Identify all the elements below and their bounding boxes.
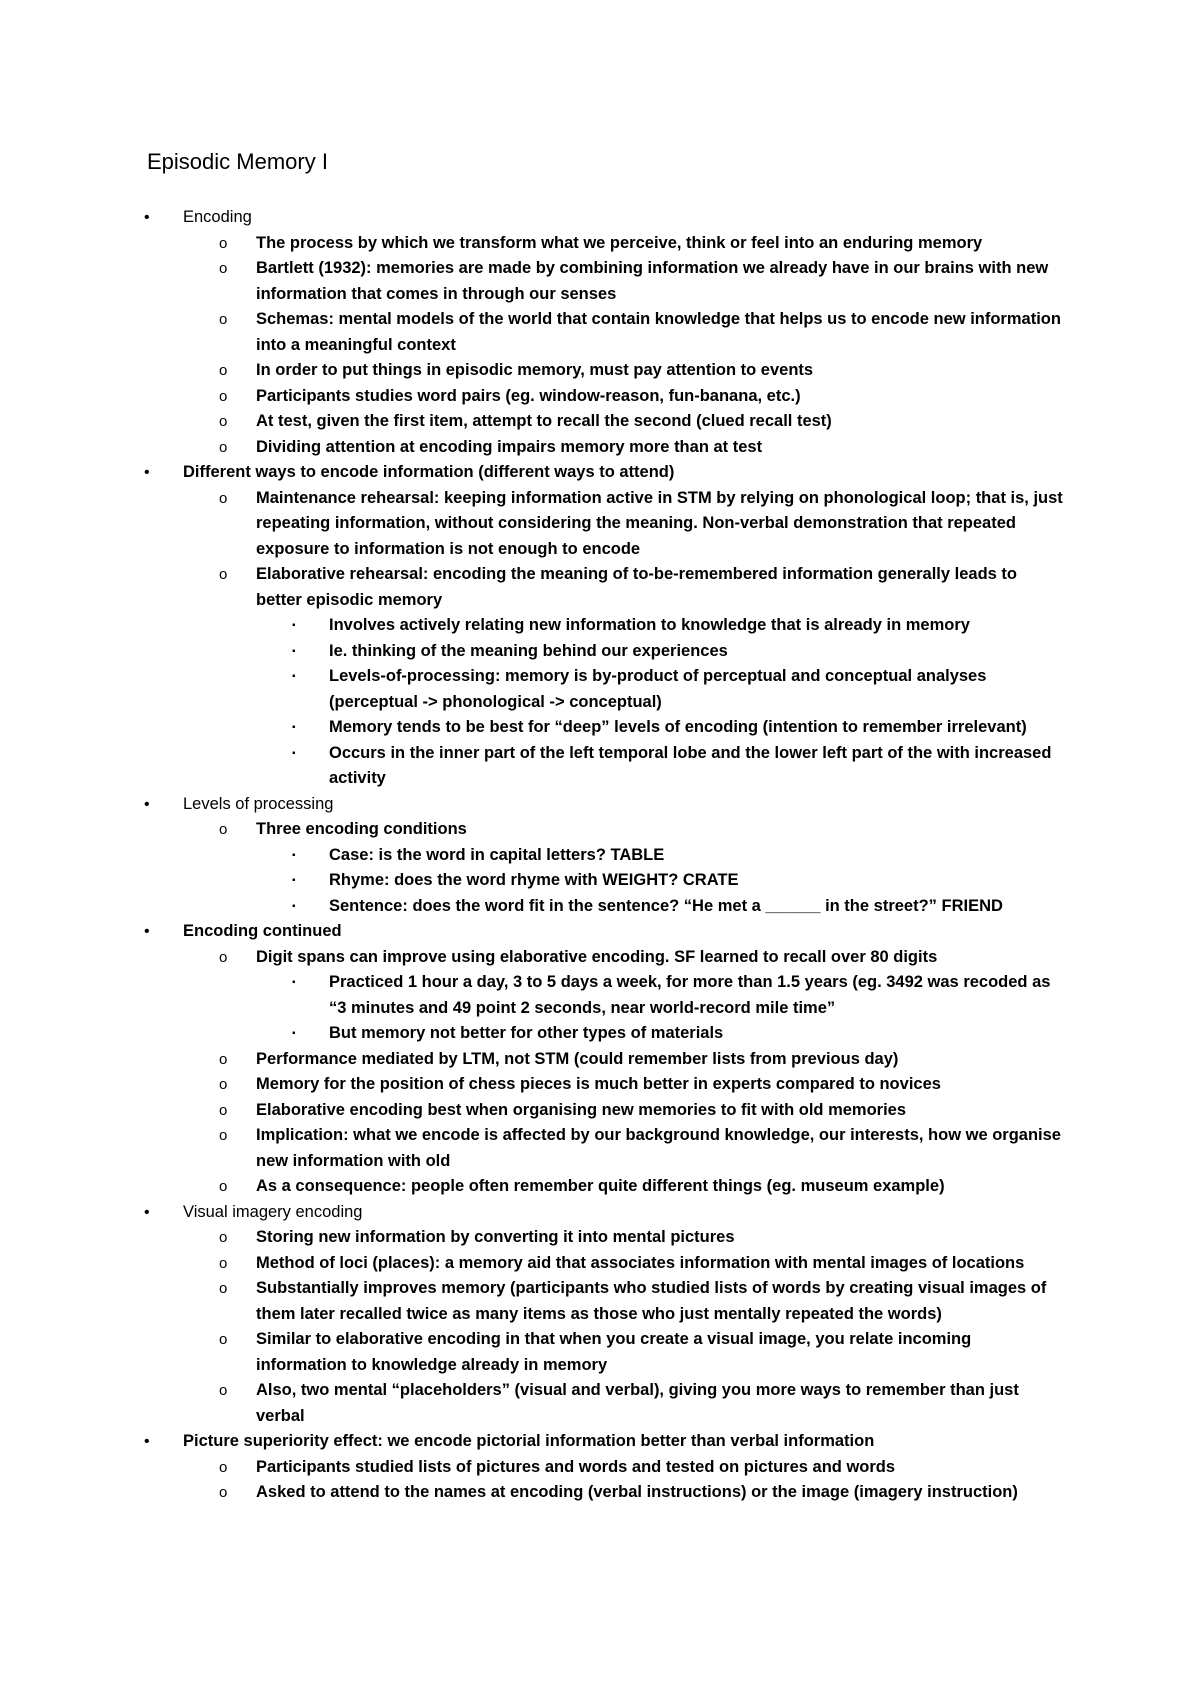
section-heading: Encoding (183, 208, 252, 226)
bullet-icon: • (144, 795, 150, 813)
sub-item-text: Method of loci (places): a memory aid that associates information with mental images of locations (256, 1253, 1025, 1272)
section-item (144, 1200, 1063, 1430)
section-heading: Visual imagery encoding (183, 1202, 363, 1221)
detail-item (292, 843, 1064, 869)
sub-item-text: Substantially improves memory (participants who studied lists of words by creating visual images of them later recalled twice as many items as those who just mentally repeated the words) (256, 1279, 1047, 1323)
detail-list (292, 843, 1064, 920)
detail-list (292, 970, 1064, 1047)
circle-bullet-icon: o (219, 1280, 228, 1297)
sub-item-text: Three encoding conditions (256, 820, 467, 838)
detail-list (292, 613, 1064, 792)
page-title: Episodic Memory I (147, 149, 328, 174)
sub-item-text: As a consequence: people often remember quite different things (eg. museum example) (256, 1177, 945, 1195)
sub-item-text: Asked to attend to the names at encoding (verbal instructions) or the image (imagery instruction) (256, 1483, 1018, 1501)
sub-item (219, 358, 1064, 384)
sub-item (219, 945, 1064, 1047)
section-item (144, 792, 1063, 920)
sub-item-text: Maintenance rehearsal: keeping information active in STM by relying on phonological loop; that is, just repeating information, without considering the meaning. Non-verbal demonstration that repeated exposure to information is not enough to encode (256, 488, 1063, 558)
sub-item-text: Schemas: mental models of the world that contain knowledge that helps us to encode new information into a meaningful context (256, 310, 1061, 354)
detail-item (292, 868, 1064, 894)
circle-bullet-icon: o (219, 1127, 228, 1144)
sub-list (219, 817, 1064, 919)
bullet-icon: • (144, 923, 150, 940)
sub-item (219, 562, 1064, 792)
circle-bullet-icon: o (219, 438, 228, 456)
circle-bullet-icon: o (219, 1101, 228, 1119)
sub-list (219, 1225, 1064, 1429)
sub-list (219, 1455, 1064, 1506)
circle-bullet-icon: o (219, 489, 228, 507)
detail-item-text: Levels-of-processing: memory is by-product of perceptual and conceptual analyses (perceptual -> phonological -> conceptual) (329, 667, 987, 711)
sub-item (219, 1174, 1064, 1200)
circle-bullet-icon: o (219, 1331, 228, 1348)
circle-bullet-icon: o (219, 821, 228, 838)
square-bullet-icon: ▪ (292, 849, 296, 861)
bullet-icon: • (144, 1203, 150, 1221)
sub-list (219, 486, 1064, 792)
sub-item-text: Elaborative encoding best when organising new memories to fit with old memories (256, 1100, 907, 1119)
sub-item (219, 384, 1064, 410)
sub-item-text: Dividing attention at encoding impairs memory more than at test (256, 437, 763, 456)
outline-list (144, 205, 1063, 1506)
circle-bullet-icon: o (219, 1382, 228, 1399)
square-bullet-icon: ▪ (292, 747, 296, 759)
circle-bullet-icon: o (219, 1229, 228, 1246)
sub-item (219, 435, 1064, 461)
detail-item-text: Practiced 1 hour a day, 3 to 5 days a week, for more than 1.5 years (eg. 3492 was recoded as “3 minutes and 49 point 2 seconds, near world-record mile time” (329, 973, 1051, 1017)
detail-item (292, 741, 1064, 792)
detail-item (292, 715, 1064, 741)
detail-item (292, 894, 1064, 920)
bullet-icon: • (144, 1433, 150, 1450)
circle-bullet-icon: o (219, 1458, 228, 1476)
sub-item (219, 307, 1064, 358)
sub-item (219, 256, 1064, 307)
square-bullet-icon: ▪ (292, 620, 296, 631)
notes-body (0, 205, 1200, 1506)
circle-bullet-icon: o (219, 1484, 228, 1501)
square-bullet-icon: ▪ (292, 645, 296, 657)
sub-item (219, 1123, 1064, 1174)
sub-list (219, 945, 1064, 1200)
section-item (144, 1429, 1063, 1506)
detail-item (292, 613, 1064, 639)
sub-item (219, 1225, 1064, 1251)
section-heading: Picture superiority effect: we encode pictorial information better than verbal information (183, 1432, 875, 1450)
detail-item-text: Involves actively relating new information to knowledge that is already in memory (329, 616, 970, 634)
detail-item (292, 1021, 1064, 1047)
circle-bullet-icon: o (219, 1178, 228, 1195)
section-heading: Different ways to encode information (different ways to attend) (183, 463, 675, 481)
detail-item (292, 970, 1064, 1021)
sub-item-text: Similar to elaborative encoding in that when you create a visual image, you relate incoming information to knowledge already in memory (256, 1330, 972, 1374)
sub-item (219, 1251, 1064, 1277)
square-bullet-icon: ▪ (292, 1028, 296, 1039)
circle-bullet-icon: o (219, 413, 228, 430)
circle-bullet-icon: o (219, 362, 228, 379)
sub-item (219, 1098, 1064, 1124)
detail-item-text: Case: is the word in capital letters? TABLE (329, 845, 665, 864)
detail-item-text: Sentence: does the word fit in the sentence? “He met a ______ in the street?” FRIEND (329, 896, 1003, 915)
sub-item-text: At test, given the first item, attempt to recall the second (clued recall test) (256, 412, 832, 430)
detail-item-text: Rhyme: does the word rhyme with WEIGHT? CRATE (329, 871, 739, 889)
circle-bullet-icon: o (219, 234, 228, 252)
square-bullet-icon: ▪ (292, 875, 296, 886)
sub-list (219, 231, 1064, 461)
bullet-icon: • (144, 209, 150, 226)
sub-item-text: Participants studied lists of pictures and words and tested on pictures and words (256, 1457, 896, 1476)
sub-item-text: Digit spans can improve using elaborative encoding. SF learned to recall over 80 digits (256, 947, 938, 966)
sub-item (219, 1455, 1064, 1481)
circle-bullet-icon: o (219, 1254, 228, 1272)
section-item (144, 205, 1063, 460)
sub-item-text: Also, two mental “placeholders” (visual and verbal), giving you more ways to remember than just verbal (256, 1381, 1019, 1425)
detail-item (292, 664, 1064, 715)
circle-bullet-icon: o (219, 387, 228, 405)
detail-item (292, 639, 1064, 665)
square-bullet-icon: ▪ (292, 671, 296, 682)
sub-item (219, 1276, 1064, 1327)
sub-item (219, 486, 1064, 563)
sub-item-text: Implication: what we encode is affected by our background knowledge, our interests, how we organise new information with old (256, 1126, 1061, 1170)
circle-bullet-icon: o (219, 311, 228, 328)
bullet-icon: • (144, 464, 150, 481)
sub-item-text: Performance mediated by LTM, not STM (could remember lists from previous day) (256, 1049, 899, 1068)
sub-item (219, 1378, 1064, 1429)
circle-bullet-icon: o (219, 260, 228, 277)
section-heading: Levels of processing (183, 794, 334, 813)
sub-item (219, 409, 1064, 435)
sub-item-text: Bartlett (1932): memories are made by combining information we already have in our brains with new information that comes in through our senses (256, 259, 1049, 303)
sub-item (219, 231, 1064, 257)
sub-item-text: The process by which we transform what we perceive, think or feel into an enduring memory (256, 233, 983, 252)
section-item (144, 460, 1063, 792)
sub-item-text: Participants studies word pairs (eg. window-reason, fun-banana, etc.) (256, 386, 801, 405)
detail-item-text: Occurs in the inner part of the left temporal lobe and the lower left part of the with increased activity (329, 743, 1052, 787)
square-bullet-icon: ▪ (292, 977, 296, 988)
sub-item (219, 1047, 1064, 1073)
circle-bullet-icon: o (219, 566, 228, 583)
section-heading: Encoding continued (183, 922, 342, 940)
square-bullet-icon: ▪ (292, 900, 296, 912)
square-bullet-icon: ▪ (292, 722, 296, 733)
detail-item-text: But memory not better for other types of materials (329, 1024, 724, 1042)
sub-item (219, 1072, 1064, 1098)
sub-item-text: Memory for the position of chess pieces is much better in experts compared to novices (256, 1075, 941, 1093)
sub-item (219, 1480, 1064, 1506)
sub-item-text: In order to put things in episodic memory, must pay attention to events (256, 361, 814, 379)
section-item (144, 919, 1063, 1200)
circle-bullet-icon: o (219, 1076, 228, 1093)
sub-item (219, 1327, 1064, 1378)
sub-item-text: Elaborative rehearsal: encoding the meaning of to-be-remembered information generally leads to better episodic memory (256, 565, 1018, 609)
detail-item-text: Memory tends to be best for “deep” levels of encoding (intention to remember irrelevant) (329, 718, 1027, 736)
detail-item-text: Ie. thinking of the meaning behind our experiences (329, 641, 728, 660)
circle-bullet-icon: o (219, 948, 228, 966)
sub-item-text: Storing new information by converting it into mental pictures (256, 1228, 735, 1246)
circle-bullet-icon: o (219, 1050, 228, 1068)
sub-item (219, 817, 1064, 919)
